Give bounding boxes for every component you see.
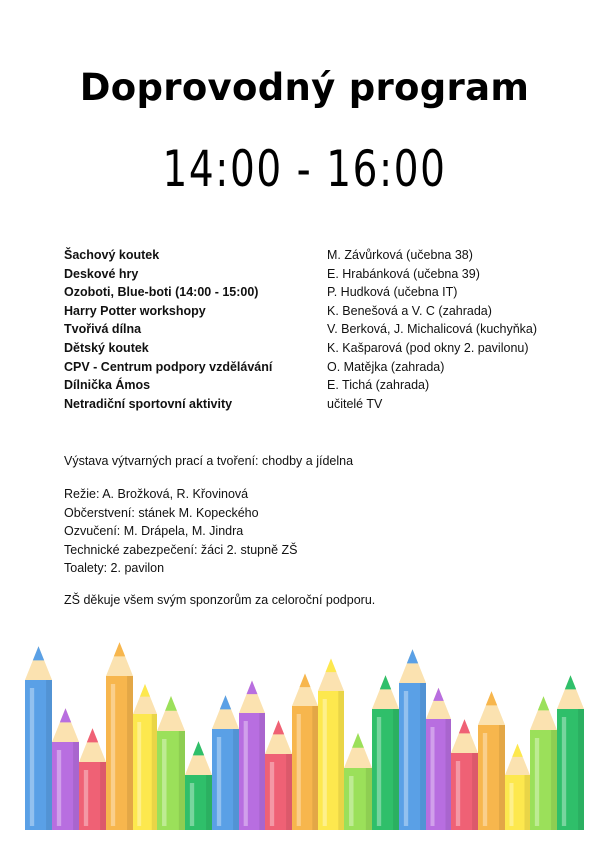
pencil-highlight (562, 717, 566, 826)
schedule-row (64, 320, 564, 339)
pencil (372, 675, 399, 830)
pencil (79, 728, 106, 830)
pencil-tip (407, 649, 418, 663)
pencil-tip (247, 681, 258, 695)
pencil (239, 681, 265, 831)
activity-person: E. Hrabánková (učebna 39) (327, 266, 480, 281)
pencil-shadow (338, 691, 344, 830)
pencil-shadow (525, 775, 531, 830)
pencil (318, 659, 344, 831)
pencil-shadow (446, 719, 452, 830)
pencil-shadow (73, 742, 79, 830)
pencil-tip (165, 696, 177, 711)
pencil-shadow (286, 754, 292, 830)
pencil-highlight (431, 727, 435, 826)
pencil-highlight (456, 761, 460, 826)
pencil (185, 741, 212, 830)
pencil-highlight (270, 762, 274, 826)
schedule-list (64, 246, 564, 413)
pencils-illustration (0, 630, 609, 868)
schedule-row (64, 358, 564, 377)
pencil-tip (193, 741, 204, 755)
pencil (52, 708, 79, 830)
pencil-highlight (377, 717, 381, 826)
pencil-tip (140, 684, 150, 697)
pencil-highlight (84, 770, 88, 826)
activity-person: M. Závůrková (učebna 38) (327, 248, 473, 262)
pencil-highlight (111, 684, 115, 826)
pencil-tip (352, 733, 364, 748)
pencil-shadow (152, 714, 157, 830)
pencil-highlight (535, 738, 539, 826)
pencil (399, 649, 426, 830)
credit-line: Toalety: 2. pavilon (64, 561, 165, 576)
activity-name: Netradiční sportovní aktivity (64, 396, 233, 411)
schedule-row (64, 376, 564, 395)
pencil-shadow (420, 683, 426, 830)
schedule-row (64, 265, 564, 284)
schedule-row (64, 283, 564, 302)
pencil-shadow (312, 706, 318, 830)
pencil-shadow (100, 762, 106, 830)
pencil (505, 744, 530, 830)
pencil-highlight (483, 733, 487, 826)
pencil-shadow (127, 676, 133, 830)
pencil-highlight (57, 750, 61, 826)
pencil-tip (273, 720, 284, 734)
pencil-shadow (472, 753, 478, 830)
pencil (106, 642, 133, 830)
pencil-shadow (259, 713, 265, 830)
schedule-row (64, 395, 564, 414)
activity-name: Ozoboti, Blue-boti (14:00 - 15:00) (64, 285, 259, 300)
credit-line: Technické zabezpečení: žáci 2. stupně ZŠ (64, 542, 298, 557)
activity-name: Šachový koutek (64, 248, 160, 262)
pencil-highlight (190, 783, 194, 826)
pencil (478, 691, 505, 830)
credit-line: Ozvučení: M. Drápela, M. Jindra (64, 524, 244, 539)
pencil (265, 720, 292, 830)
activity-person: K. Kašparová (pod okny 2. pavilonu) (327, 340, 529, 355)
pencil-shadow (179, 731, 185, 830)
activity-name: CPV - Centrum podpory vzdělávání (64, 359, 273, 374)
activity-name: Harry Potter workshopy (64, 303, 206, 318)
pencil-shadow (499, 725, 505, 830)
pencil-shadow (551, 730, 557, 830)
pencil-highlight (510, 783, 514, 826)
pencil (157, 696, 185, 830)
activity-name: Dětský koutek (64, 340, 149, 355)
activity-person: učitelé TV (327, 396, 383, 411)
schedule-row (64, 302, 564, 321)
pencil-tip (33, 646, 44, 660)
schedule-row (64, 246, 564, 265)
pencil-highlight (244, 721, 248, 826)
pencil (530, 696, 557, 830)
exhibition-note (64, 452, 353, 471)
pencil-highlight (323, 699, 327, 826)
event-time: 14:00 - 16:00 (162, 140, 447, 198)
pencil-tip (433, 688, 444, 701)
pencil-tip (300, 674, 311, 688)
schedule-row (64, 339, 564, 358)
pencil-highlight (349, 776, 353, 826)
pencil-tip (486, 691, 497, 705)
pencil (426, 688, 451, 830)
activity-person: V. Berková, J. Michalicová (kuchyňka) (327, 322, 538, 337)
activity-person: P. Hudková (učebna IT) (327, 285, 458, 300)
credits-list (64, 485, 297, 578)
page-title: Doprovodný program (79, 66, 530, 109)
pencil-shadow (393, 709, 399, 830)
pencil (212, 695, 239, 830)
activity-person: K. Benešová a V. C (zahrada) (327, 303, 492, 318)
pencil-highlight (404, 691, 408, 826)
pencil-tip (60, 708, 71, 722)
pencil-highlight (30, 688, 34, 826)
pencil-highlight (217, 737, 221, 826)
activity-person: E. Tichá (zahrada) (327, 378, 430, 393)
credit-line: Občerstvení: stánek M. Kopeckého (64, 505, 259, 520)
thanks-note (64, 591, 375, 610)
activity-name: Dílnička Ámos (64, 378, 151, 393)
pencil-shadow (366, 768, 372, 830)
pencil-tip (512, 744, 523, 757)
exhibition-text: Výstava výtvarných prací a tvoření: chodby a jídelna (64, 454, 354, 468)
pencil (292, 674, 318, 831)
pencil (133, 684, 157, 830)
pencil-highlight (137, 722, 141, 826)
activity-name: Deskové hry (64, 266, 139, 281)
pencil-tip (220, 695, 231, 709)
pencil (344, 733, 372, 830)
pencil-shadow (46, 680, 52, 830)
pencil-tip (326, 659, 337, 673)
activity-name: Tvořivá dílna (64, 322, 142, 337)
pencil (25, 646, 52, 830)
thanks-text: ZŠ děkuje všem svým sponzorům za celoroční podporu. (64, 593, 376, 607)
pencil-tip (87, 728, 98, 742)
pencil-tip (114, 642, 125, 656)
credit-line: Režie: A. Brožková, R. Křovinová (64, 487, 249, 501)
pencil-shadow (206, 775, 212, 830)
pencil-shadow (233, 729, 239, 830)
pencil-tip (380, 675, 391, 689)
pencil-highlight (162, 739, 166, 826)
activity-person: O. Matějka (zahrada) (327, 359, 445, 374)
pencil-tip (565, 675, 576, 689)
pencil-tip (459, 719, 470, 733)
pencil-tip (538, 696, 549, 710)
pencil (451, 719, 478, 830)
pencil (557, 675, 584, 830)
pencil-highlight (297, 714, 301, 826)
pencil-shadow (578, 709, 584, 830)
